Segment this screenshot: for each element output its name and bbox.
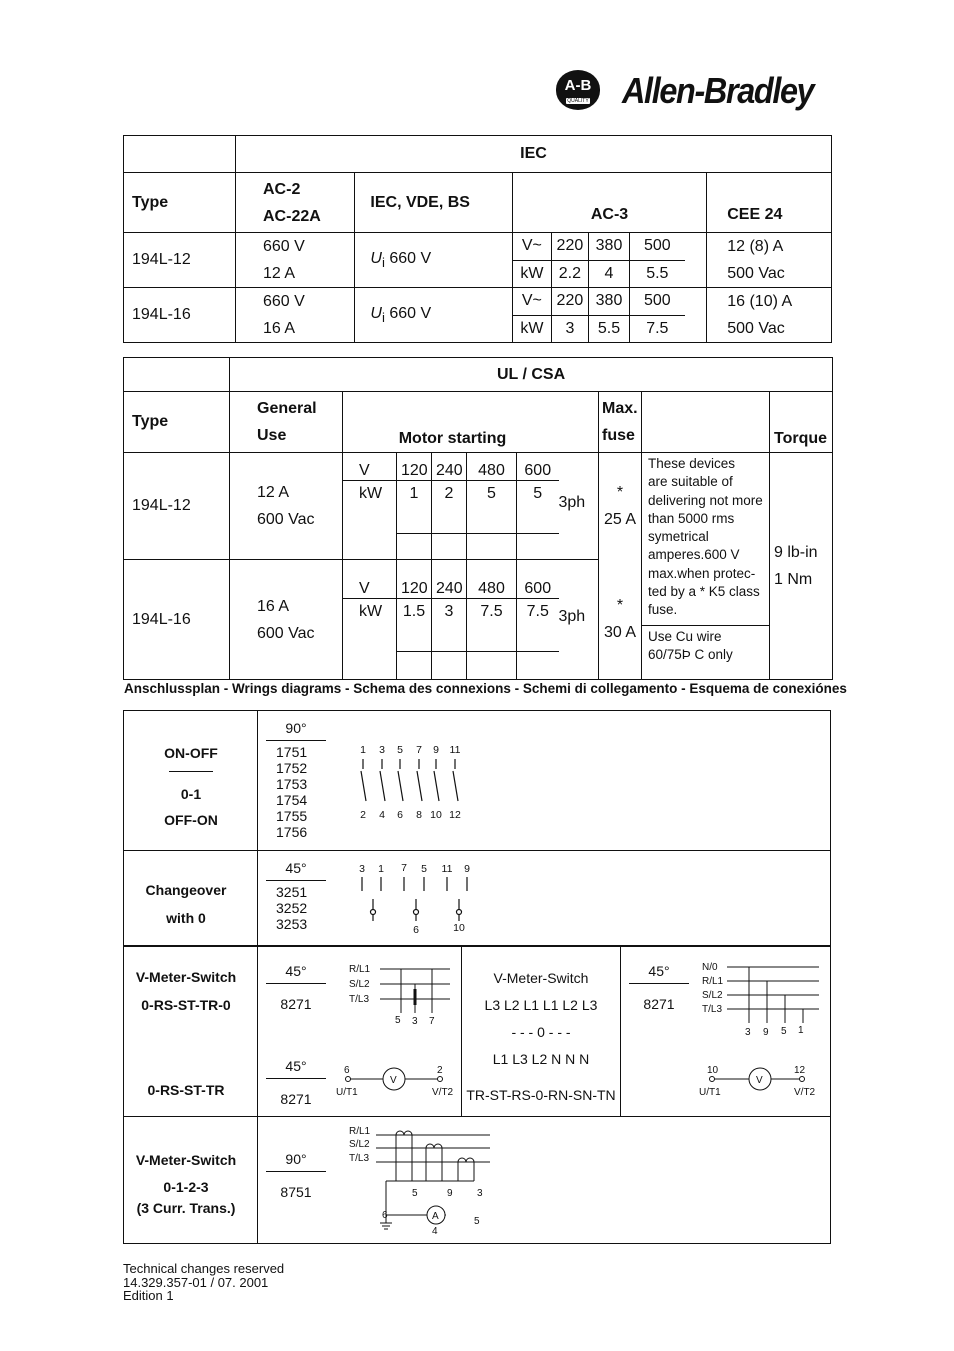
terminal-label: 5 xyxy=(397,744,403,756)
ul-kw-cell: 7.5 xyxy=(467,599,517,626)
iec-row-type: 194L-16 xyxy=(124,288,236,343)
ammeter-label: V-Meter-Switch 0-1-2-3 (3 Curr. Trans.) xyxy=(135,1152,237,1216)
ul-kw-cell: 2 xyxy=(432,481,467,508)
footer-line: Edition 1 xyxy=(123,1288,174,1303)
terminal-label: 3 xyxy=(359,863,365,875)
ul-csa-table xyxy=(123,357,833,680)
terminal-label: 7 xyxy=(429,1016,435,1027)
iec-cee-header: CEE 24 xyxy=(707,173,832,233)
iec-kw-cell: 5.5 xyxy=(588,315,629,343)
ul-v-label: V xyxy=(343,560,397,599)
terminal-label: 6 xyxy=(382,1210,388,1221)
ul-v-cell: 600 xyxy=(517,453,559,481)
phase-label: T/L3 xyxy=(702,1004,723,1015)
terminal-label: 6 xyxy=(397,809,403,821)
changeover-codes: 45° 3251 3252 3253 xyxy=(266,860,326,932)
terminal-label: 5 xyxy=(421,863,427,875)
ul-kw-label: kW xyxy=(343,481,397,508)
phase-label: R/L1 xyxy=(349,1126,371,1137)
vmeter-diagram-1 xyxy=(346,959,456,1029)
terminal-label: 5 xyxy=(474,1216,480,1227)
ul-torque: 9 lb-in 1 Nm xyxy=(770,453,833,680)
terminal-label: 5 xyxy=(781,1026,787,1037)
terminal-label: 10 xyxy=(453,922,465,934)
terminal-label: 1 xyxy=(360,744,366,756)
terminal-label: 1 xyxy=(378,863,384,875)
ul-row-rating: 16 A 600 Vac xyxy=(230,560,343,680)
iec-row-rating: 660 V 16 A xyxy=(236,288,355,343)
iec-kw-cell: 2.2 xyxy=(551,260,588,288)
vmeter-label-2: 0-RS-ST-TR xyxy=(147,1082,225,1098)
ul-v-cell: 240 xyxy=(432,453,467,481)
ul-row-type: 194L-12 xyxy=(124,453,230,560)
phase-label: R/L1 xyxy=(702,976,724,987)
ab-badge-icon: A-B QUALITY xyxy=(556,70,600,110)
vmeter-sequence: V-Meter-Switch L3 L2 L1 L1 L2 L3 - - - 0 - - - L1 L3 L2 N N N TR-ST-RS-0-RN-SN-TN xyxy=(466,970,616,1103)
terminal-label: 5 xyxy=(412,1188,418,1199)
ammeter-icon: A xyxy=(432,1211,439,1222)
footer-line: 14.329.357-01 / 07. 2001 xyxy=(123,1274,269,1290)
terminal-label: 7 xyxy=(401,862,407,874)
phase-label: N/0 xyxy=(702,962,718,973)
terminal-label: 4 xyxy=(432,1226,438,1237)
phase-label: R/L1 xyxy=(349,964,371,975)
ul-wire-note: Use Cu wire 60/75Þ C only xyxy=(642,626,770,680)
brand-name: Allen-Bradley xyxy=(622,70,814,111)
terminal-label: 3 xyxy=(477,1188,483,1199)
iec-kw-label: kW xyxy=(512,315,551,343)
changeover-switch-diagram xyxy=(349,859,479,939)
ul-v-cell: 480 xyxy=(467,560,517,599)
terminal-label: 9 xyxy=(433,744,439,756)
ul-note: These devices are suitable of delivering not more than 5000 rms symetrical amperes.600 V max.when protec- ted by a * K5 class fuse. xyxy=(642,453,770,626)
ul-row-rating: 12 A 600 Vac xyxy=(230,453,343,560)
terminal-label: 1 xyxy=(798,1025,804,1036)
voltmeter-diagram-2 xyxy=(698,1059,826,1103)
ul-v-cell: 480 xyxy=(467,453,517,481)
ul-kw-label: kW xyxy=(343,599,397,626)
iec-row-cee: 12 (8) A 500 Vac xyxy=(707,233,832,288)
ul-maxfuse-header: Max. fuse xyxy=(599,392,642,453)
ul-v-cell: 120 xyxy=(397,560,432,599)
terminal-label: 5 xyxy=(395,1015,401,1026)
vmeter-label: V-Meter-Switch 0-RS-ST-TR-0 xyxy=(135,969,237,1013)
iec-table xyxy=(123,135,832,343)
iec-v-label: V~ xyxy=(512,288,551,316)
iec-title: IEC xyxy=(236,136,832,173)
ul-v-cell: 120 xyxy=(397,453,432,481)
terminal-label: 6 xyxy=(344,1065,350,1076)
ul-kw-cell: 7.5 xyxy=(517,599,559,626)
wiring-heading: Anschlussplan - Wrings diagrams - Schema des connexions - Schemi di collegamento - Esquema de conexiónes xyxy=(124,681,847,696)
ul-general-header: General Use xyxy=(230,392,343,453)
vmeter-codes-3: 45° 8271 xyxy=(629,963,689,1012)
ul-phase: 3ph xyxy=(559,453,599,560)
terminal-label: 10 xyxy=(430,809,442,821)
onoff-codes: 90° 1751 1752 1753 1754 1755 1756 xyxy=(266,720,326,840)
terminal-label: 12 xyxy=(794,1065,806,1076)
iec-v-cell: 500 xyxy=(630,233,685,261)
ul-v-label: V xyxy=(343,453,397,481)
terminal-label: 3 xyxy=(379,744,385,756)
ammeter-codes: 90° 8751 xyxy=(266,1151,326,1200)
iec-v-cell: 220 xyxy=(551,233,588,261)
iec-row-ui: $U_i$ 660 V xyxy=(355,233,512,288)
iec-type-header: Type xyxy=(124,173,236,233)
terminal-label: V/T2 xyxy=(794,1087,816,1098)
phase-label: T/L3 xyxy=(349,994,370,1005)
terminal-label: U/T1 xyxy=(699,1087,721,1098)
terminal-label: 3 xyxy=(745,1027,751,1038)
voltmeter-icon: V xyxy=(390,1075,397,1086)
iec-v-label: V~ xyxy=(512,233,551,261)
iec-v-cell: 380 xyxy=(588,288,629,316)
terminal-label: 9 xyxy=(763,1027,769,1038)
ul-fuse: * 30 A xyxy=(599,560,642,680)
terminal-label: 7 xyxy=(416,744,422,756)
voltmeter-icon: V xyxy=(756,1075,763,1086)
phase-label: S/L2 xyxy=(349,1139,370,1150)
terminal-label: 9 xyxy=(464,863,470,875)
vmeter-diagram-2 xyxy=(699,959,823,1043)
onoff-label: ON-OFF 0-1 OFF-ON xyxy=(164,745,218,828)
iec-v-cell: 220 xyxy=(551,288,588,316)
ul-v-cell: 600 xyxy=(517,560,559,599)
phase-label: S/L2 xyxy=(702,990,723,1001)
ul-title: UL / CSA xyxy=(230,358,833,392)
ul-kw-cell: 3 xyxy=(432,599,467,626)
terminal-label: 9 xyxy=(447,1188,453,1199)
iec-row-ui: $U_i$ 660 V xyxy=(355,288,512,343)
phase-label: T/L3 xyxy=(349,1153,370,1164)
terminal-label: 10 xyxy=(707,1065,719,1076)
iec-kw-cell: 5.5 xyxy=(630,260,685,288)
iec-v-cell: 500 xyxy=(630,288,685,316)
vmeter-codes-2: 45° 8271 xyxy=(266,1058,326,1107)
terminal-label: 2 xyxy=(437,1065,443,1076)
changeover-label: Changeover with 0 xyxy=(145,882,227,926)
ul-row-type: 194L-16 xyxy=(124,560,230,680)
vmeter-codes-1: 45° 8271 xyxy=(266,963,326,1012)
ul-phase: 3ph xyxy=(559,560,599,680)
ammeter-diagram xyxy=(346,1123,496,1241)
ul-kw-cell: 1 xyxy=(397,481,432,508)
terminal-label: 12 xyxy=(449,809,461,821)
phase-label: S/L2 xyxy=(349,979,370,990)
terminal-label: 11 xyxy=(449,744,461,756)
iec-row-type: 194L-12 xyxy=(124,233,236,288)
terminal-label: 4 xyxy=(379,809,385,821)
footer-line: Technical changes reserved xyxy=(123,1261,285,1276)
terminal-label: V/T2 xyxy=(432,1087,454,1098)
iec-row-rating: 660 V 12 A xyxy=(236,233,355,288)
ul-motor-header: Motor starting xyxy=(343,392,599,453)
iec-kw-cell: 7.5 xyxy=(630,315,685,343)
iec-kw-label: kW xyxy=(512,260,551,288)
terminal-label: 6 xyxy=(413,924,419,936)
terminal-label: 11 xyxy=(441,863,453,875)
terminal-label: U/T1 xyxy=(336,1087,358,1098)
ul-kw-cell: 5 xyxy=(517,481,559,508)
voltmeter-diagram-1 xyxy=(332,1059,460,1103)
iec-kw-cell: 3 xyxy=(551,315,588,343)
ul-kw-cell: 1.5 xyxy=(397,599,432,626)
ul-kw-cell: 5 xyxy=(467,481,517,508)
iec-norms-header: IEC, VDE, BS xyxy=(355,173,512,233)
terminal-label: 2 xyxy=(360,809,366,821)
iec-ac2-header: AC-2 AC-22A xyxy=(236,173,355,233)
ul-fuse: * 25 A xyxy=(599,453,642,560)
wiring-diagrams xyxy=(123,710,831,1244)
allen-bradley-logo xyxy=(556,68,836,116)
terminal-label: 8 xyxy=(416,809,422,821)
terminal-label: 3 xyxy=(412,1016,418,1027)
footer xyxy=(123,1262,284,1303)
iec-ac3-header: AC-3 xyxy=(512,173,706,233)
iec-row-cee: 16 (10) A 500 Vac xyxy=(707,288,832,343)
ul-type-header: Type xyxy=(124,392,230,453)
iec-kw-cell: 4 xyxy=(588,260,629,288)
ul-v-cell: 240 xyxy=(432,560,467,599)
onoff-switch-diagram xyxy=(349,739,469,825)
iec-v-cell: 380 xyxy=(588,233,629,261)
ul-torque-header: Torque xyxy=(770,392,833,453)
